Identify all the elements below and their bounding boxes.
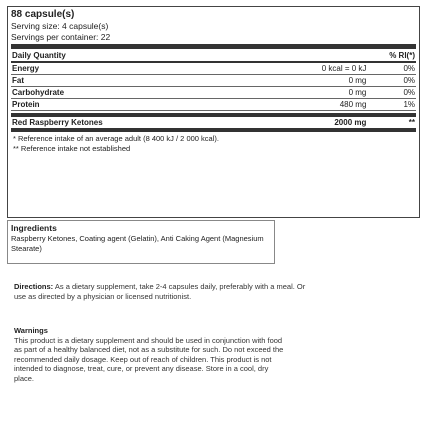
row-name: Fat [11,75,246,87]
table-row [11,62,416,75]
row-name: Protein [11,99,246,111]
directions-text: As a dietary supplement, take 2-4 capsules daily, preferably with a meal. Or use as directed by a physician or licensed nutritionist. [14,282,306,301]
directions-label: Directions: [14,282,54,291]
table-header [11,50,416,62]
row-pct: 0% [367,75,416,87]
ketones-amount: 2000 mg [246,115,368,130]
reference-note: * Reference intake of an average adult (8 400 kJ / 2 000 kcal). [13,133,219,143]
row-amount: 0 kcal = 0 kJ [246,62,368,75]
not-established-note: ** Reference intake not established [13,143,131,153]
table-row [11,75,416,87]
ketones-pct: ** [367,115,416,130]
capsule-count: 88 capsule(s) [11,9,75,20]
footnotes [11,132,416,154]
row-name: Carbohydrate [11,87,246,99]
servings-per-container: Servings per container: 22 [11,32,416,49]
col-daily-quantity: Daily Quantity [11,50,246,62]
ingredients-title: Ingredients [11,223,57,233]
table-row-ketones [11,115,416,130]
row-amount: 0 mg [246,87,368,99]
row-amount: 0 mg [246,75,368,87]
warnings-title: Warnings [14,326,48,335]
table-row [11,87,416,99]
ketones-name: Red Raspberry Ketones [11,115,246,130]
table-row [11,99,416,111]
nutrition-label [7,6,420,218]
row-pct: 0% [367,62,416,75]
ingredients-text: Raspberry Ketones, Coating agent (Gelatin), Anti Caking Agent (Magnesium Stearate) [11,234,264,253]
nutrition-table [11,50,416,132]
warnings-block [14,326,286,383]
ingredients-box [7,220,275,264]
directions-block [14,282,314,301]
row-pct: 1% [367,99,416,111]
row-pct: 0% [367,87,416,99]
serving-size: Serving size: 4 capsule(s) [11,21,109,31]
warnings-text: This product is a dietary supplement and should be used in conjunction with food as part of a healthy balanced diet, not as a substitute for such. Do not exceed the recommended daily dosage. Keep out of reach of children. This product is not intended to diagnose, treat, cure, or prevent any disease. Store in a cool, dry place. [14,335,284,383]
row-name: Energy [11,62,246,75]
row-amount: 480 mg [246,99,368,111]
col-amount [246,50,368,62]
col-ri: % RI(*) [367,50,416,62]
